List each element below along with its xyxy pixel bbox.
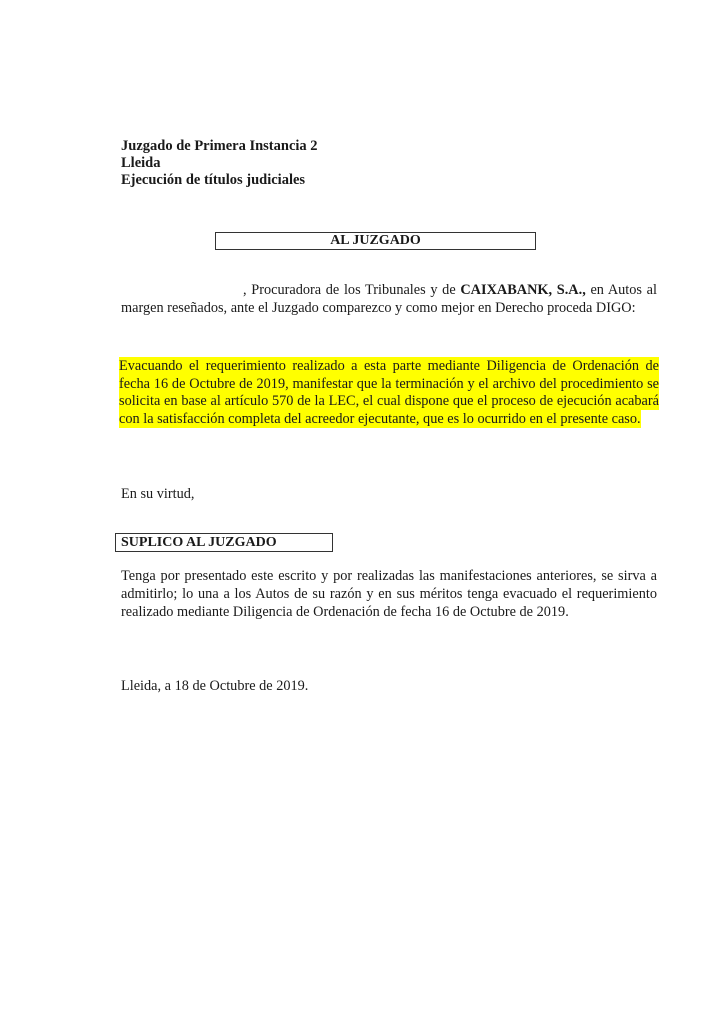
procedure-type: Ejecución de títulos judiciales	[121, 172, 306, 188]
suplico-paragraph: Tenga por presentado este escrito y por realizadas las manifestaciones anteriores, se sirva a admitirlo; lo una a los Autos de su razón y en sus méritos tenga evacuado el requerimiento realizado mediante Diligencia de Ordenación de fecha 16 de Octubre de 2019.	[121, 568, 657, 620]
party-name: CAIXABANK, S.A.,	[460, 282, 586, 298]
intro-paragraph	[121, 281, 657, 317]
intro-text-after: en Autos al margen reseñados, ante el Juzgado comparezco y como mejor en Derecho proceda DIGO:	[121, 282, 657, 316]
intro-text-before: , Procuradora de los Tribunales y de	[243, 282, 461, 298]
court-city: Lleida	[121, 155, 161, 171]
addressee-label: AL JUZGADO	[330, 233, 421, 248]
court-name: Juzgado de Primera Instancia 2	[121, 138, 318, 154]
closing-date: Lleida, a 18 de Octubre de 2019.	[121, 678, 309, 694]
highlighted-text: Evacuando el requerimiento realizado a esta parte mediante Diligencia de Ordenación de fecha 16 de Octubre de 2019, manifestar que la terminación y el archivo del procedimiento se solicita en base al artículo 570 de la LEC, el cual dispone que el proceso de ejecución acabará con la satisfacción completa del acreedor ejecutante, que es lo ocurrido en el presente caso.	[119, 358, 659, 427]
suplico-heading: SUPLICO AL JUZGADO	[121, 535, 277, 550]
virtud-line: En su virtud,	[121, 486, 195, 502]
court-header	[121, 138, 318, 189]
addressee-box	[215, 232, 536, 250]
highlighted-paragraph	[119, 358, 659, 428]
suplico-box	[115, 533, 333, 552]
